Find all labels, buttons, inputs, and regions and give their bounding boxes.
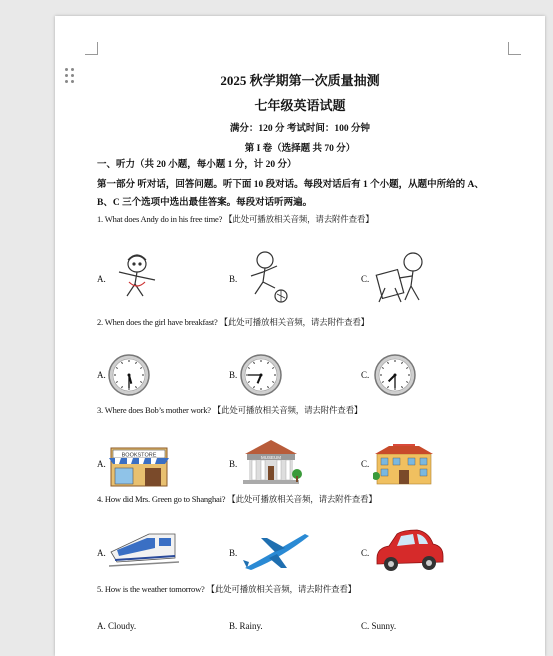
question-1 bbox=[97, 213, 374, 225]
clock-icon bbox=[373, 353, 417, 397]
option-c-label: C. bbox=[361, 548, 370, 558]
document-subtitle: 七年级英语试题 bbox=[254, 98, 346, 113]
car-icon bbox=[373, 526, 447, 576]
audio-note[interactable]: 【此处可播放相关音频，请去附件查看】 bbox=[212, 405, 363, 415]
option-a-answer: A. Cloudy. bbox=[97, 621, 137, 631]
audio-note[interactable]: 【此处可播放相关音频，请去附件查看】 bbox=[219, 317, 369, 327]
question-5 bbox=[97, 583, 356, 595]
margin-corner-top-right bbox=[508, 42, 521, 55]
option-c-label: C. bbox=[361, 459, 370, 469]
part-instructions-line-1: 第一部分 听对话，回答问题。听下面 10 段对话。每段对话后有 1 个小题，从题中所给的 A、 bbox=[97, 180, 484, 190]
plane-icon bbox=[241, 528, 311, 572]
question-text: 5. How is the weather tomorrow? bbox=[97, 584, 205, 594]
option-b-answer: B. Rainy. bbox=[229, 621, 263, 631]
bookstore-sign: BOOKSTORE bbox=[121, 452, 157, 459]
school-icon bbox=[373, 436, 435, 488]
person-painting-icon bbox=[373, 248, 433, 306]
audio-note[interactable]: 【此处可播放相关音频，请去附件查看】 bbox=[206, 584, 356, 594]
train-icon bbox=[109, 528, 179, 570]
question-3 bbox=[97, 404, 362, 416]
bookstore-icon bbox=[107, 440, 171, 488]
option-b-label: B. bbox=[229, 459, 238, 469]
boy-playing-football-icon bbox=[239, 248, 299, 306]
question-2 bbox=[97, 316, 369, 328]
section-heading: 一、听力（共 20 小题，每小题 1 分，计 20 分） bbox=[97, 160, 297, 170]
option-b-label: B. bbox=[229, 370, 238, 380]
clock-icon bbox=[107, 353, 151, 397]
question-text: 2. When does the girl have breakfast? bbox=[97, 317, 218, 327]
question-text: 3. Where does Bob’s mother work? bbox=[97, 405, 211, 415]
question-text: 4. How did Mrs. Green go to Shanghai? bbox=[97, 494, 226, 504]
option-a-label: A. bbox=[97, 370, 106, 380]
option-a-label: A. bbox=[97, 274, 106, 284]
question-text: 1. What does Andy do in his free time? bbox=[97, 214, 223, 224]
option-c-answer: C. Sunny. bbox=[361, 621, 397, 631]
question-4 bbox=[97, 493, 377, 505]
dancing-girl-icon bbox=[107, 250, 167, 304]
document-page bbox=[55, 16, 545, 656]
option-b-label: B. bbox=[229, 274, 238, 284]
audio-note[interactable]: 【此处可播放相关音频，请去附件查看】 bbox=[227, 494, 377, 504]
museum-sign: MUSEUM bbox=[261, 455, 281, 460]
clock-center bbox=[394, 374, 397, 377]
part-instructions-line-2: B、C 三个选项中选出最佳答案。每段对话听两遍。 bbox=[97, 198, 313, 208]
exam-meta: 满分：120 分 考试时间：100 分钟 bbox=[229, 124, 371, 134]
museum-icon bbox=[239, 438, 303, 488]
clock-center bbox=[128, 374, 131, 377]
clock-icon bbox=[239, 353, 283, 397]
clock-center bbox=[260, 374, 263, 377]
option-b-label: B. bbox=[229, 548, 238, 558]
volume-heading: 第 I 卷（选择题 共 70 分） bbox=[244, 144, 356, 154]
option-a-label: A. bbox=[97, 548, 106, 558]
document-title: 2025 秋学期第一次质量抽测 bbox=[220, 73, 380, 88]
option-c-label: C. bbox=[361, 370, 370, 380]
option-a-label: A. bbox=[97, 459, 106, 469]
audio-note[interactable]: 【此处可播放相关音频，请去附件查看】 bbox=[224, 214, 374, 224]
margin-corner-top-left bbox=[85, 42, 98, 55]
option-c-label: C. bbox=[361, 274, 370, 284]
